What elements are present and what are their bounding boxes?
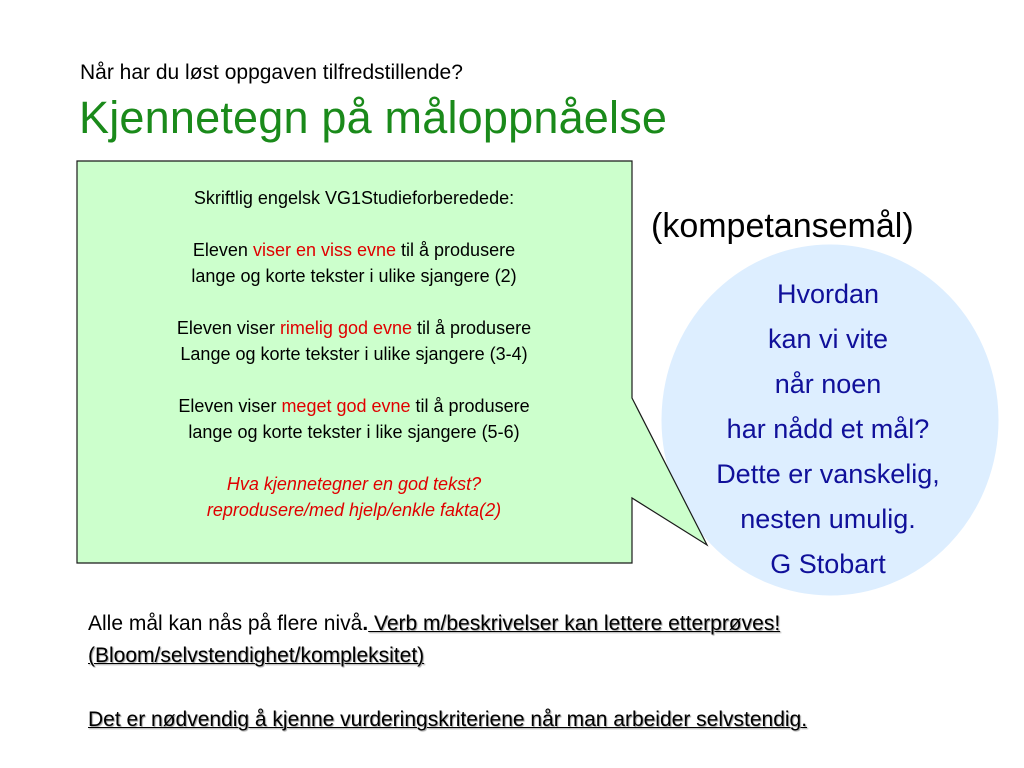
bottom-note-criteria: Det er nødvendig å kjenne vurderingskriteriene når man arbeider selvstendig. bbox=[88, 708, 808, 731]
bottom-note-levels: Alle mål kan nås på flere nivå. Verb m/beskrivelser kan lettere etterprøves! (Bloom/selvstendighet/kompleksitet) bbox=[88, 612, 781, 667]
slide-title: Kjennetegn på måloppnåelse bbox=[79, 92, 668, 143]
criteria-question: Hva kjennetegner en god tekst? bbox=[226, 474, 482, 494]
quote-line: Hvordan bbox=[776, 279, 880, 309]
criteria-level-1-detail: lange og korte tekster i ulike sjangere (2) bbox=[191, 266, 517, 286]
criteria-level-2-highlight: rimelig god evne bbox=[279, 318, 413, 338]
verb-note: Verb m/beskrivelser kan lettere etterprøves! bbox=[368, 612, 781, 635]
quote-line: nesten umulig. bbox=[740, 504, 916, 534]
criteria-question-detail: reprodusere/med hjelp/enkle fakta(2) bbox=[206, 500, 502, 520]
criteria-heading: Skriftlig engelsk VG1Studieforberedede: bbox=[193, 188, 515, 208]
criteria-level-3-highlight: meget god evne bbox=[281, 396, 411, 416]
stobart-quote bbox=[672, 272, 984, 587]
quote-author: G Stobart bbox=[770, 549, 886, 579]
quote-line: når noen bbox=[774, 369, 882, 399]
criteria-level-1-highlight: viser en viss evne bbox=[252, 240, 397, 260]
kompetanse-label: (kompetansemål) bbox=[651, 207, 914, 245]
criteria-level-2: Eleven viser rimelig god evne til å produsere bbox=[176, 318, 532, 338]
slide-subtitle: Når har du løst oppgaven tilfredstillende? bbox=[80, 61, 463, 84]
criteria-level-3-detail: lange og korte tekster i like sjangere (5-6) bbox=[188, 422, 520, 442]
criteria-text bbox=[78, 185, 630, 523]
quote-line: Dette er vanskelig, bbox=[716, 459, 940, 489]
criteria-level-1: Eleven viser en viss evne til å produsere bbox=[192, 240, 516, 260]
criteria-level-3: Eleven viser meget god evne til å produsere bbox=[178, 396, 530, 416]
quote-line: kan vi vite bbox=[767, 324, 889, 354]
criteria-level-2-detail: Lange og korte tekster i ulike sjangere (3-4) bbox=[180, 344, 528, 364]
quote-line: har nådd et mål? bbox=[726, 414, 930, 444]
bloom-note: (Bloom/selvstendighet/kompleksitet) bbox=[88, 644, 425, 667]
